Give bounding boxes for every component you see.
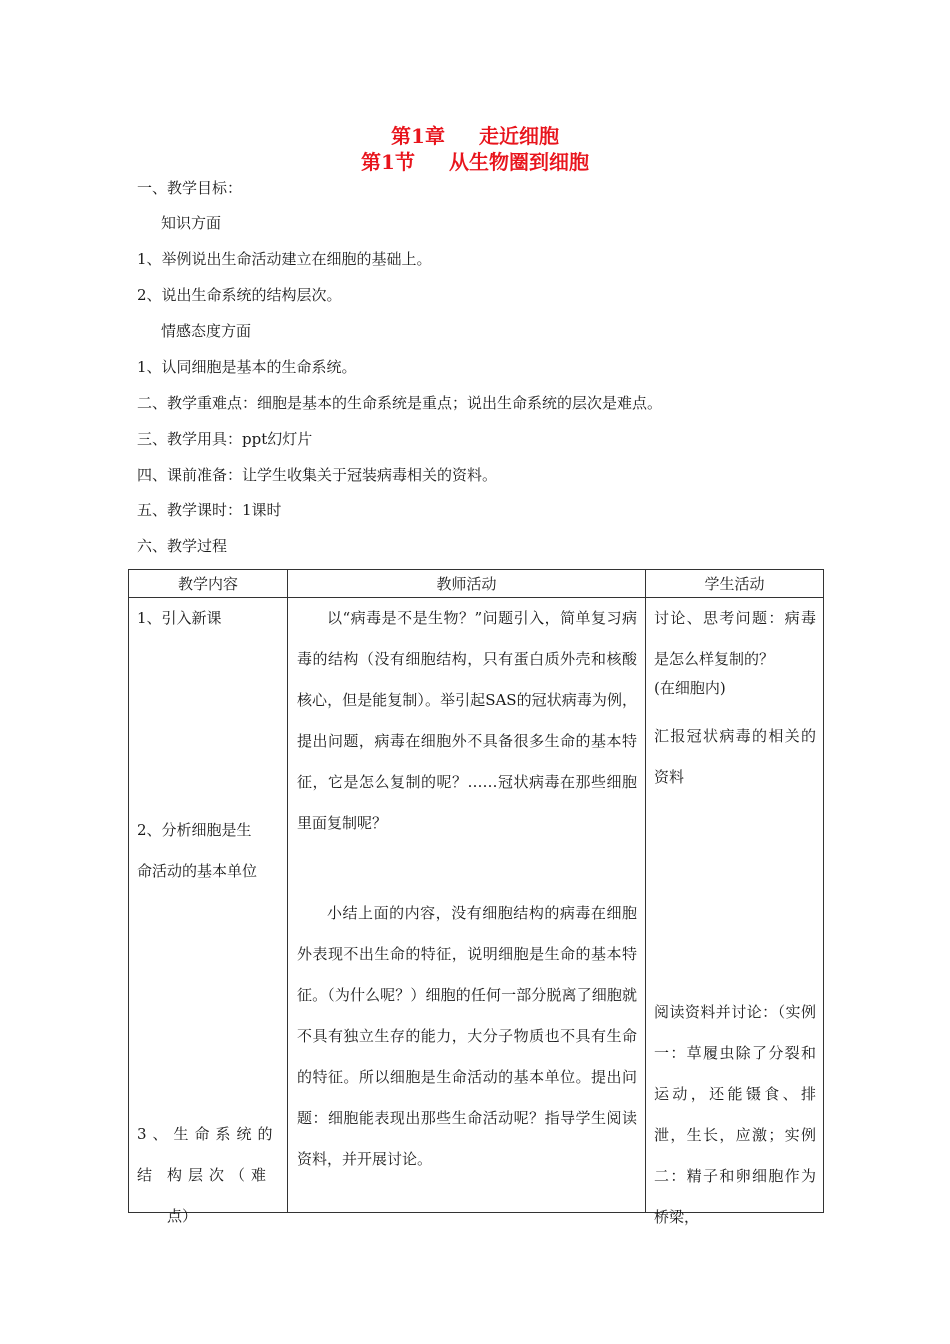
content-item-3c: 点） — [167, 1207, 198, 1225]
student-paragraph-3: 阅读资料并讨论：（实例一：草履虫除了分裂和运动，还能镊食、排泄，生长，应激；实例二：精子和卵细胞作为桥梁， — [654, 1003, 816, 1226]
table-header-row — [129, 570, 824, 598]
header-teacher: 教师活动 — [288, 570, 646, 598]
header-content: 教学内容 — [129, 570, 288, 598]
content-cell — [129, 598, 288, 1225]
process-heading: 六、教学过程 — [137, 537, 228, 555]
teacher-cell — [288, 598, 646, 1213]
content-item-2b: 命活动的基本单位 — [137, 862, 258, 880]
student-cell — [646, 598, 824, 1226]
knowledge-heading: 知识方面 — [161, 214, 222, 232]
header-student: 学生活动 — [646, 570, 824, 598]
tools-line: 三、教学用具：ppt幻灯片 — [137, 430, 313, 448]
student-paragraph-1: 讨论、思考问题：病毒是怎么样复制的？ — [654, 609, 816, 668]
difficulty-line: 二、教学重难点：细胞是基本的生命系统是重点；说出生命系统的层次是难点。 — [137, 394, 663, 412]
section-title — [0, 148, 950, 176]
goals-heading: 一、教学目标： — [137, 179, 243, 197]
table-row — [129, 598, 824, 1213]
teacher-paragraph-1: 以“病毒是不是生物？”问题引入，简单复习病毒的结构（没有细胞结构，只有蛋白质外壳和核酸核心，但是能复制）。举引起SAS的冠状病毒为例，提出问题，病毒在细胞外不具备很多生命的基本特征，它是怎么复制的呢？……冠状病毒在那些细胞里面复制呢？ — [297, 609, 637, 832]
emotion-heading: 情感态度方面 — [161, 322, 252, 340]
content-item-2a: 2、分析细胞是生 — [137, 821, 252, 839]
section-name: 从生物圈到细胞 — [448, 150, 589, 174]
knowledge-item-2: 2、说出生命系统的结构层次。 — [137, 286, 342, 304]
process-table — [128, 569, 824, 1226]
section-number: 第1节 — [361, 150, 415, 174]
chapter-title — [0, 122, 950, 150]
content-item-3a: 3、生命系统的结 — [137, 1125, 279, 1184]
content-item-1: 1、引入新课 — [137, 609, 222, 627]
knowledge-item-1: 1、举例说出生命活动建立在细胞的基础上。 — [137, 250, 432, 268]
chapter-name: 走近细胞 — [478, 124, 559, 148]
emotion-item-1: 1、认同细胞是基本的生命系统。 — [137, 358, 357, 376]
content-item-3b: 构层次（难 — [167, 1166, 273, 1184]
chapter-number: 第1章 — [391, 124, 445, 148]
student-paragraph-2: 汇报冠状病毒的相关的资料 — [654, 727, 816, 786]
teacher-paragraph-2: 小结上面的内容，没有细胞结构的病毒在细胞外表现不出生命的特征，说明细胞是生命的基本特征。（为什么呢？）细胞的任何一部分脱离了细胞就不具有独立生存的能力，大分子物质也不具有生命的特征。所以细胞是生命活动的基本单位。提出问题：细胞能表现出那些生命活动呢？指导学生阅读资料，并开展讨论。 — [297, 904, 637, 1168]
prep-line: 四、课前准备：让学生收集关于冠装病毒相关的资料。 — [137, 466, 498, 484]
hours-line: 五、教学课时：1课时 — [137, 501, 282, 519]
student-paragraph-1b: (在细胞内) — [654, 679, 726, 697]
